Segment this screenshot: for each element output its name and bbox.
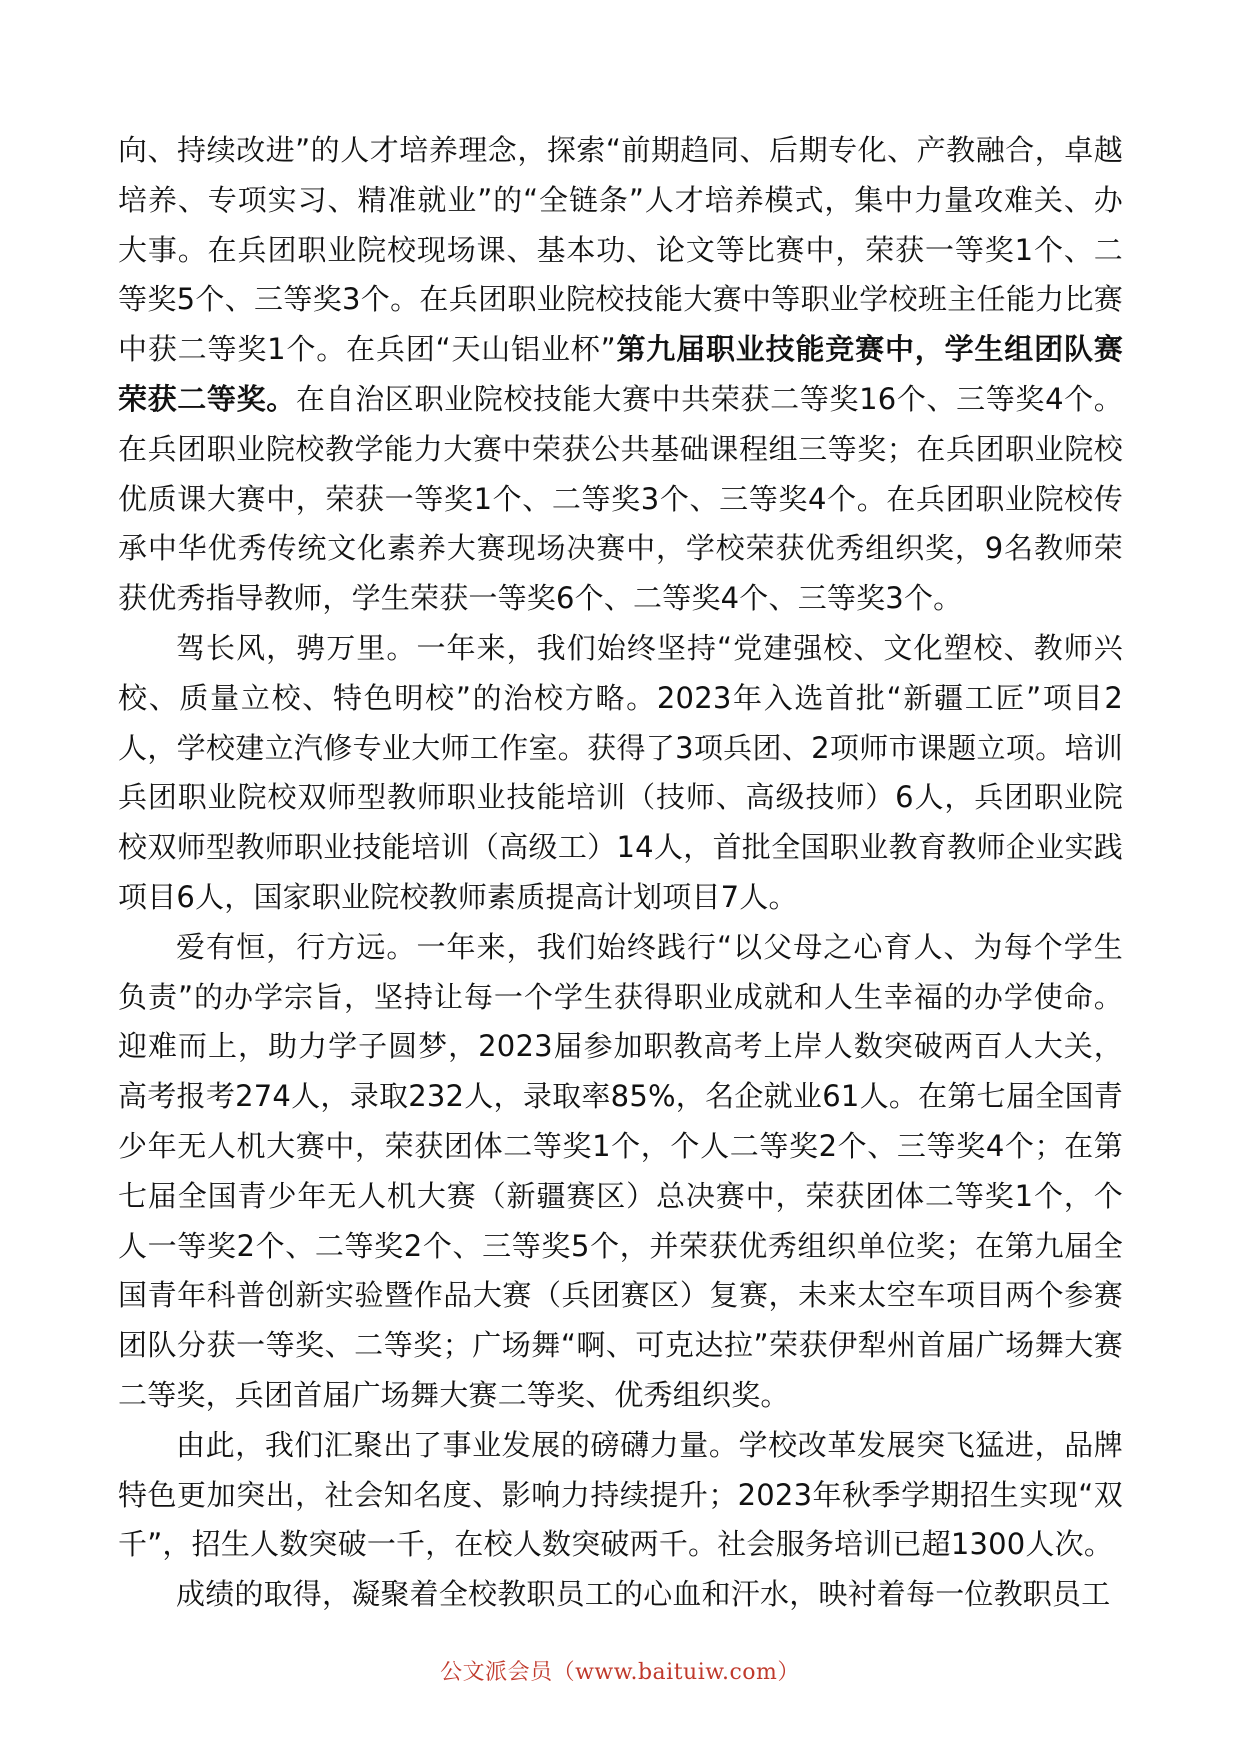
paragraph-1-text-before: 向、持续改进”的人才培养理念，探索“前期趋同、后期专化、产教融合，卓越培养、专项实习、精准就业”的“全链条”人才培养模式，集中力量攻难关、办大事。在兵团职业院校现场课、基本功、论文等比赛中，荣获一等奖1个、二等奖5个、三等奖3个。在兵团职业院校技能大赛中等职业学校班主任能力比赛中获二等奖1个。在兵团“天山铝业杯”	[118, 133, 1123, 367]
paragraph-1-bold-text: 第九届职业技能竞赛中，学生组团队赛荣获二等奖。	[118, 332, 1123, 416]
paragraph-students: 爱有恒，行方远。一年来，我们始终践行“以父母之心育人、为每个学生负责”的办学宗旨，坚持让每一个学生获得职业成就和人生幸福的办学使命。迎难而上，助力学子圆梦，2023届参加职教高考上岸人数突破两百人大关，高考报考274人，录取232人，录取率85%，名企就业61人。在第七届全国青少年无人机大赛中，荣获团体二等奖1个，个人二等奖2个、三等奖4个；在第七届全国青少年无人机大赛（新疆赛区）总决赛中，荣获团体二等奖1个，个人一等奖2个、二等奖2个、三等奖5个，并荣获优秀组织单位奖；在第九届全国青年科普创新实验暨作品大赛（兵团赛区）复赛，未来太空车项目两个参赛团队分获一等奖、二等奖；广场舞“啊、可克达拉”荣获伊犁州首届广场舞大赛二等奖，兵团首届广场舞大赛二等奖、优秀组织奖。	[118, 929, 1123, 1412]
document-body	[118, 126, 1123, 1620]
paragraph-1-text-after: 在自治区职业院校技能大赛中共荣获二等奖16个、三等奖4个。在兵团职业院校教学能力大赛中荣获公共基础课程组三等奖；在兵团职业院校优质课大赛中，荣获一等奖1个、二等奖3个、三等奖4个。在兵团职业院校传承中华优秀传统文化素养大赛现场决赛中，学校荣获优秀组织奖，9名教师荣获优秀指导教师，学生荣获一等奖6个、二等奖4个、三等奖3个。	[118, 381, 1124, 616]
paragraph-achievements	[118, 126, 1123, 624]
footer-watermark: 公文派会员（www.baituiw.com）	[440, 1660, 800, 1685]
paragraph-strategy: 驾长风，骋万里。一年来，我们始终坚持“党建强校、文化塑校、教师兴校、质量立校、特色明校”的治校方略。2023年入选首批“新疆工匠”项目2人，学校建立汽修专业大师工作室。获得了3项兵团、2项师市课题立项。培训兵团职业院校双师型教师职业技能培训（技师、高级技师）6人，兵团职业院校双师型教师职业技能培训（高级工）14人，首批全国职业教育教师企业实践项目6人，国家职业院校教师素质提高计划项目7人。	[118, 630, 1123, 914]
paragraph-closing: 成绩的取得，凝聚着全校教职员工的心血和汗水，映衬着每一位教职员工	[176, 1577, 1111, 1612]
paragraph-development: 由此，我们汇聚出了事业发展的磅礴力量。学校改革发展突飞猛进，品牌特色更加突出，社会知名度、影响力持续提升；2023年秋季学期招生实现“双千”，招生人数突破一千，在校人数突破两千。社会服务培训已超1300人次。	[118, 1427, 1123, 1562]
